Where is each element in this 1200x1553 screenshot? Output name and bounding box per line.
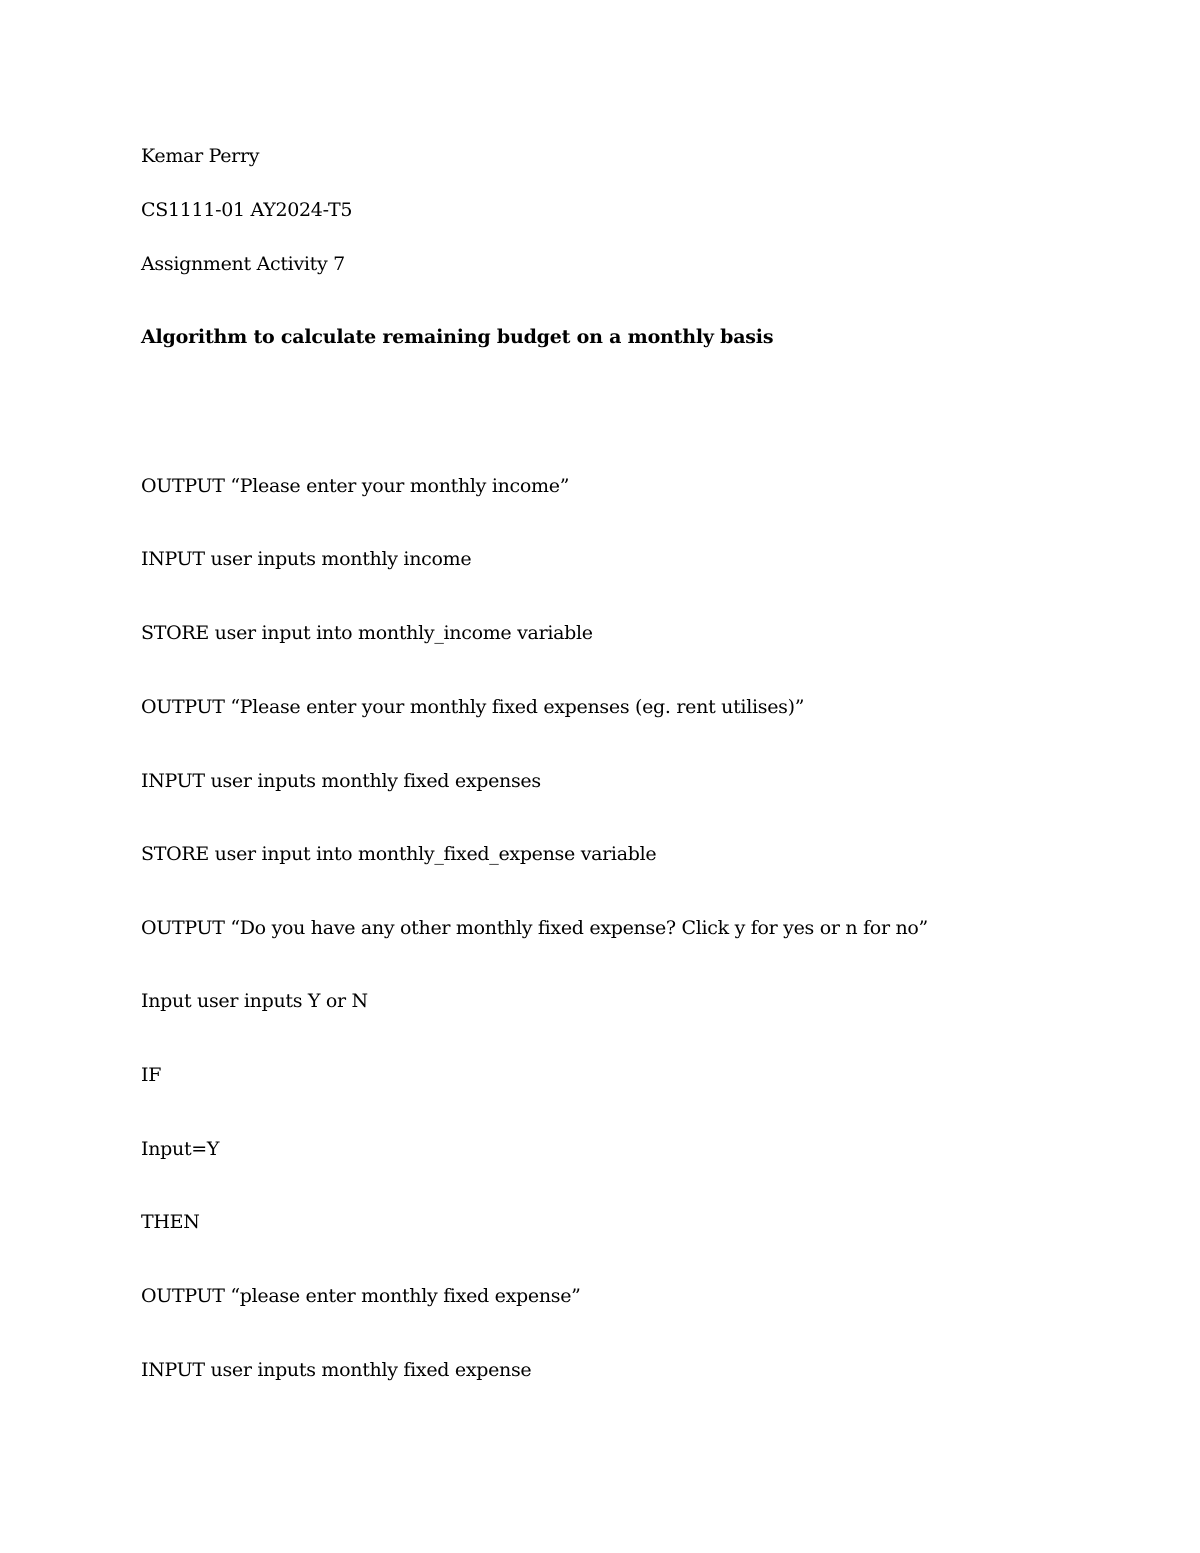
algorithm-line: Input=Y <box>141 1138 220 1160</box>
algorithm-line: INPUT user inputs monthly fixed expenses <box>141 770 541 792</box>
algorithm-line: STORE user input into monthly_income variable <box>141 622 593 644</box>
algorithm-line: OUTPUT “Do you have any other monthly fixed expense? Click y for yes or n for no” <box>141 917 928 939</box>
algorithm-line: IF <box>141 1064 162 1086</box>
algorithm-line: Input user inputs Y or N <box>141 990 368 1012</box>
algorithm-line: OUTPUT “Please enter your monthly income” <box>141 475 570 497</box>
algorithm-line: OUTPUT “please enter monthly fixed expense” <box>141 1285 581 1307</box>
assignment-label: Assignment Activity 7 <box>141 253 345 275</box>
algorithm-line: INPUT user inputs monthly fixed expense <box>141 1359 532 1381</box>
algorithm-line: OUTPUT “Please enter your monthly fixed expenses (eg. rent utilises)” <box>141 696 805 718</box>
document-title: Algorithm to calculate remaining budget on a monthly basis <box>141 326 774 348</box>
algorithm-line: INPUT user inputs monthly income <box>141 548 472 570</box>
algorithm-line: THEN <box>141 1211 200 1233</box>
course-code: CS1111-01 AY2024-T5 <box>141 199 353 221</box>
author-name: Kemar Perry <box>141 145 260 167</box>
algorithm-line: STORE user input into monthly_fixed_expense variable <box>141 843 657 865</box>
